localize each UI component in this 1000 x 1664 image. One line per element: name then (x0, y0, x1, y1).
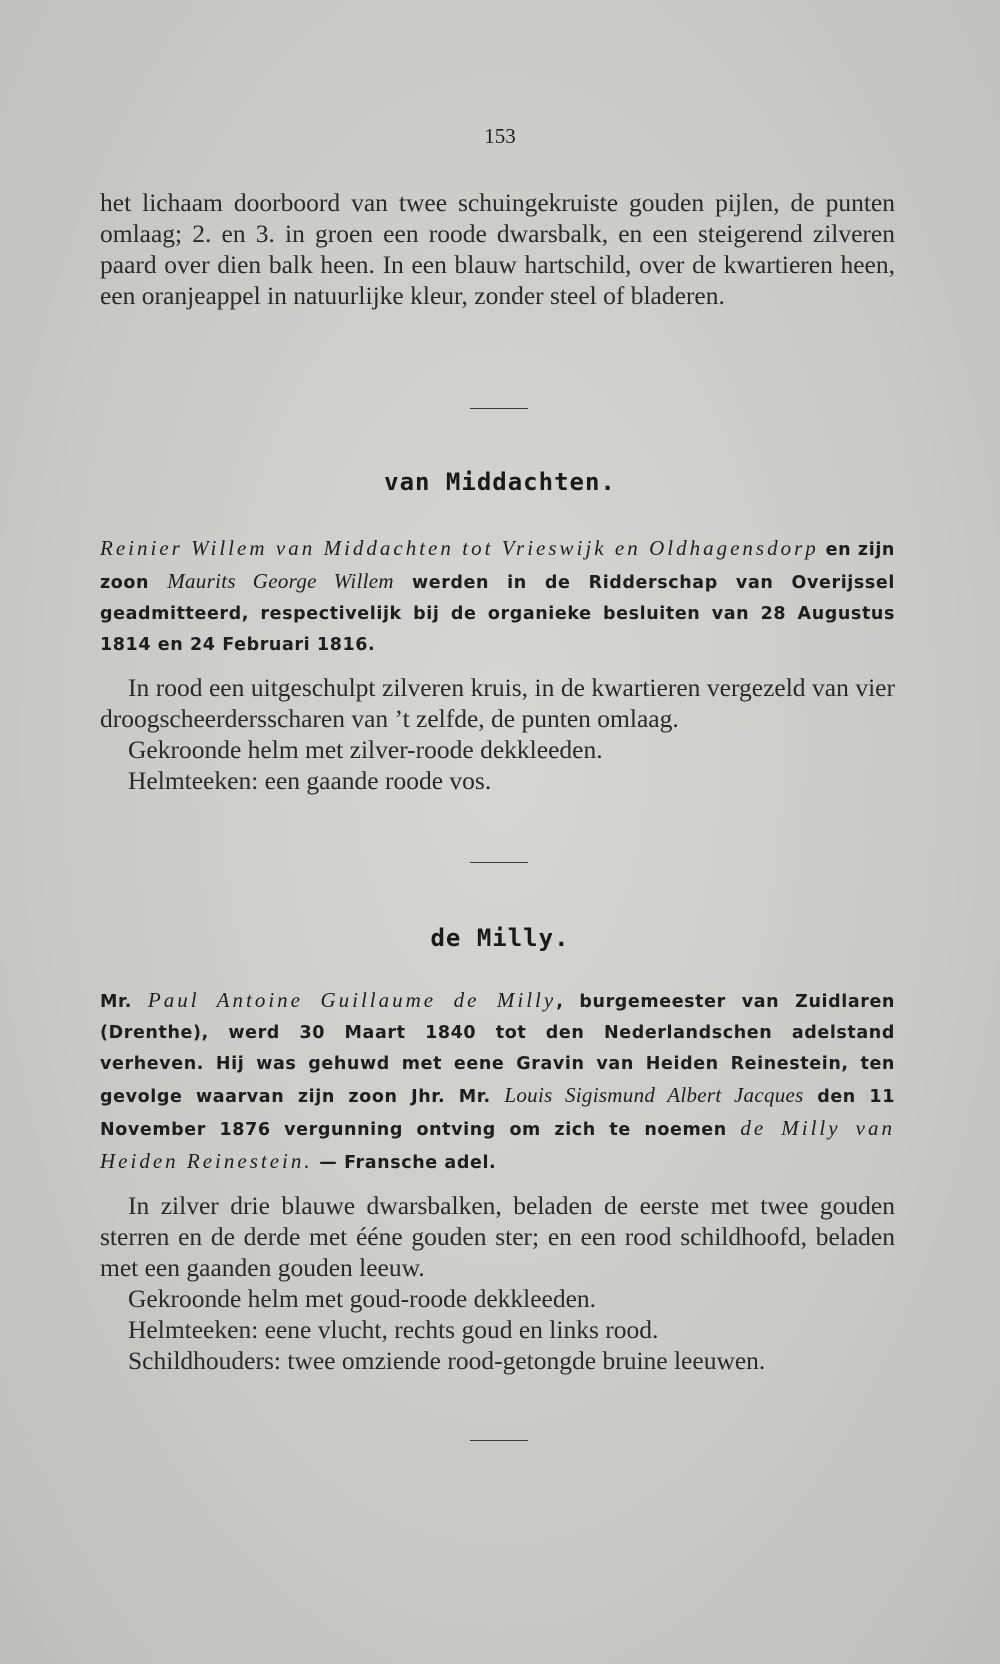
person-name: de Milly van Heiden Reinestein. (100, 1116, 895, 1173)
person-name: Reinier Willem van Middachten tot Vrieswijk en Oldhagensdorp (100, 536, 819, 560)
middachten-blazon (100, 672, 895, 796)
person-name: Louis Sigismund Albert Jacques (504, 1083, 804, 1107)
person-name: Maurits George Willem (167, 569, 394, 593)
blazon-supporters: Schildhouders: twee omziende rood-getongde bruine leeuwen. (128, 1346, 766, 1375)
top-paragraph: het lichaam doorboord van twee schuingekruiste gouden pijlen, de punten omlaag; 2. en 3. in groen een roode dwarsbalk, en een steigerend zilveren paard over dien balk heen. In een blauw hartschild, over de kwartieren heen, een oranjeappel in natuurlijke kleur, zonder steel of bladeren. (100, 188, 895, 310)
blazon-helm: Gekroonde helm met goud-roode dekkleeden. (128, 1284, 597, 1313)
section-divider (470, 1440, 528, 1441)
middachten-intro: Reinier Willem van Middachten tot Vrieswijk en Oldhagensdorp en zijn zoon Maurits George Willem werden in de Ridderschap van Overijssel geadmitteerd, respectivelijk bij de organieke besluiten van 28 Augustus 1814 en 24 Februari 1816. (100, 536, 895, 655)
blazon-crest: Helmteeken: eene vlucht, rechts goud en links rood. (128, 1315, 659, 1344)
person-name: Paul Antoine Guillaume de Milly (147, 988, 557, 1012)
section-heading-milly: de Milly. (430, 924, 570, 952)
blazon-shield: In rood een uitgeschulpt zilveren kruis, in de kwartieren vergezeld van vier droogscheerdersscharen van ’t zelfde, de punten omlaag. (100, 673, 895, 733)
blazon-shield: In zilver drie blauwe dwarsbalken, beladen de eerste met twee gouden sterren en de derde met ééne gouden ster; en een rood schildhoofd, beladen met een gaanden gouden leeuw. (100, 1191, 895, 1282)
blazon-helm: Gekroonde helm met zilver-roode dekkleeden. (128, 735, 603, 764)
section-divider (470, 862, 528, 863)
blazon-crest: Helmteeken: een gaande roode vos. (128, 766, 492, 795)
section-divider (470, 408, 528, 409)
milly-blazon (100, 1190, 895, 1376)
page-number: 153 (484, 124, 516, 148)
section-heading-middachten: van Middachten. (384, 468, 616, 496)
milly-intro: Mr. Paul Antoine Guillaume de Milly, burgemeester van Zuidlaren (Drenthe), werd 30 Maart 1840 tot den Nederlandschen adelstand verheven. Hij was gehuwd met eene Gravin van Heiden Reinestein, ten gevolge waarvan zijn zoon Jhr. Mr. Louis Sigismund Albert Jacques den 11 November 1876 vergunning ontving om zich te noemen de Milly van Heiden Reinestein. — Fransche adel. (100, 988, 895, 1173)
